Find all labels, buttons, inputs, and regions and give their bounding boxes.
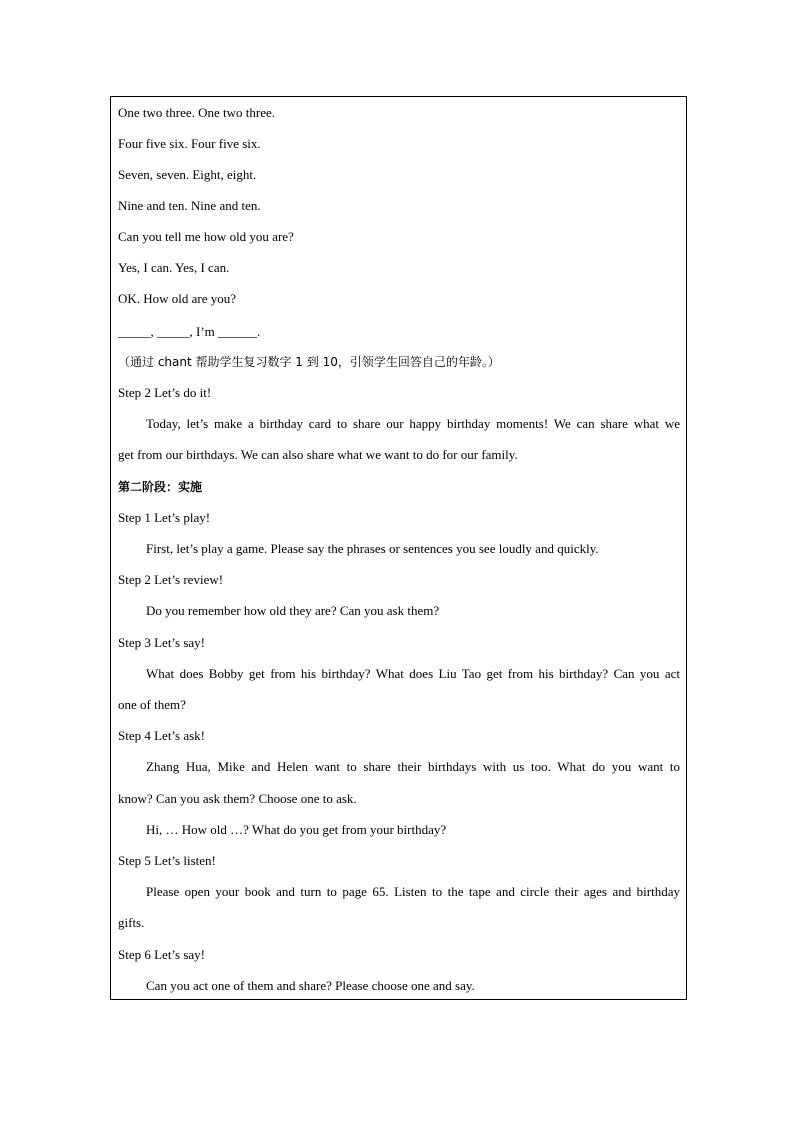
chant-line-7: OK. How old are you? [118,291,237,306]
paragraph-line: know? Can you ask them? Choose one to ask. [118,791,357,806]
step-heading: Step 2 Let’s do it! [118,385,212,400]
lesson-content-box [110,96,687,1000]
step-heading: Step 1 Let’s play! [118,510,211,525]
chant-line-4: Nine and ten. Nine and ten. [118,198,261,213]
step-heading: Step 2 Let’s review! [118,572,224,587]
chant-line-5: Can you tell me how old you are? [118,229,294,244]
paragraph-line: Can you act one of them and share? Please choose one and say. [146,978,475,993]
step-heading: Step 6 Let’s say! [118,947,206,962]
paragraph-line: Hi, … How old …? What do you get from your birthday? [146,822,447,837]
paragraph-line: gifts. [118,915,145,930]
step-heading: Step 5 Let’s listen! [118,853,216,868]
section-heading: 第二阶段：实施 [118,480,203,494]
step-heading: Step 3 Let’s say! [118,635,206,650]
paragraph-line: Do you remember how old they are? Can you ask them? [146,603,440,618]
paragraph-line: Zhang Hua, Mike and Helen want to share their birthdays with us too. What do you want to [146,759,680,774]
chant-line-3: Seven, seven. Eight, eight. [118,167,257,182]
chant-note: （通过 chant 帮助学生复习数字 1 到 10，引领学生回答自己的年龄。） [118,355,500,369]
chant-fill-blank: _____, _____, I’m ______. [118,324,261,339]
paragraph-line: Today, let’s make a birthday card to share our happy birthday moments! We can share what we [146,416,680,431]
paragraph-line: What does Bobby get from his birthday? What does Liu Tao get from his birthday? Can you act [146,666,680,681]
chant-line-2: Four five six. Four five six. [118,136,261,151]
paragraph-line: one of them? [118,697,186,712]
paragraph-line: First, let’s play a game. Please say the phrases or sentences you see loudly and quickly. [146,541,599,556]
chant-line-1: One two three. One two three. [118,105,276,120]
paragraph-line: Please open your book and turn to page 65. Listen to the tape and circle their ages and birthday [146,884,680,899]
paragraph-line: get from our birthdays. We can also share what we want to do for our family. [118,447,518,462]
chant-line-6: Yes, I can. Yes, I can. [118,260,230,275]
step-heading: Step 4 Let’s ask! [118,728,206,743]
